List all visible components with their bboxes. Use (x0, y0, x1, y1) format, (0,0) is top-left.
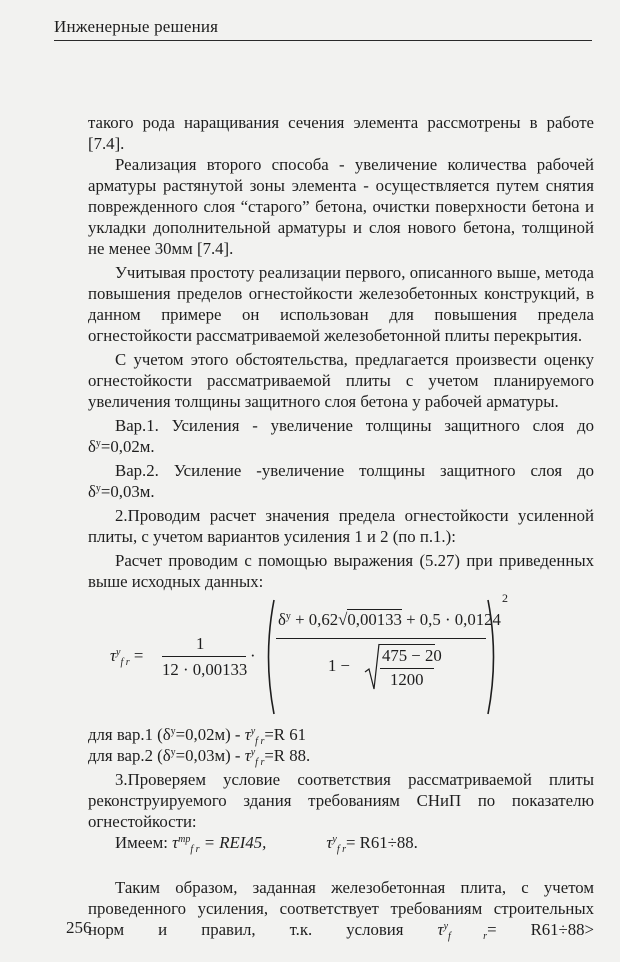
formula-5-27 (88, 591, 594, 718)
paragraph-3: Учитывая простоту реализации первого, описанного выше, метода повышения пределов огнестойкости железобетонных конструкций, в данном примере он использован для повышения предела огнестойкости рассматриваемой железобетонной плиты перекрытия. (88, 263, 594, 345)
result-variant-1: для вар.1 $(\delta^y=0,02м) - \tau^y_{f r}=R$ 61 (88, 725, 306, 747)
running-header: Инженерные решения (54, 17, 219, 36)
variant-1-text: Вар.1. Усиления - увеличение толщины защитного слоя до (115, 416, 594, 435)
paragraph-8: Таким образом, заданная железобетонная плита, с учетом проведенного усиления, соответствует требованиям строительных норм и правил, т.к. условия $\tau^y_{f r}= R61\div 88>$ (88, 878, 595, 942)
paragraph-6: Расчет проводим с помощью выражения (5.27) при приведенных выше исходных данных: (88, 551, 594, 591)
have-line: Имеем: $\tau^{mp}_{f r} = REI45$, $\tau^y_{f r}= R61\div 88$. (115, 833, 418, 855)
left-paren (262, 598, 276, 716)
variant-1 (88, 415, 594, 457)
power-two: 2 (502, 591, 508, 605)
page-number: 256 (66, 918, 92, 937)
fraction-1-numerator: 1 (196, 634, 205, 653)
variant-2-text: Вар.2. Усиление -увеличение толщины защитного слоя до (115, 461, 594, 480)
delta-superscript: y (95, 483, 101, 494)
multiply-dot: · (250, 646, 256, 665)
delta-symbol: δ (88, 482, 96, 501)
variant-2-value: =0,03м. (100, 482, 155, 501)
fraction-2-denominator-prefix: 1 − (328, 656, 351, 675)
sqrt-numerator: 475 − 20 (382, 646, 442, 665)
variant-1-value: =0,02м. (100, 437, 155, 456)
sqrt-overline (379, 644, 435, 645)
sqrt-fraction-bar (380, 668, 434, 669)
result-variant-2: для вар.2 $(\delta^y=0,03м) - \tau^y_{f r}=R$ 88. (88, 746, 311, 768)
header-rule (54, 40, 592, 41)
fraction-1-denominator: 12 · 0,00133 (162, 660, 248, 679)
fraction-2-numerator: $\delta^y + 0,62√0,00133 + 0,5 \cdot 0,0124$ (278, 610, 501, 629)
paragraph-7: 3.Проверяем условие соответствия рассматриваемой плиты реконструируемого здания требованиям СНиП по показателю огнестойкости: (88, 770, 594, 831)
fraction-1-bar (162, 656, 246, 657)
delta-superscript: y (95, 438, 101, 449)
formula-lhs: $\tau^y_{f r}$ = (110, 646, 144, 668)
sqrt-symbol: √ (338, 610, 348, 629)
paragraph-5: 2.Проводим расчет значения предела огнестойкости усиленной плиты, с учетом вариантов усиления 1 и 2 (по п.1.): (88, 506, 594, 546)
sqrt-symbol-large (364, 642, 380, 692)
sqrt-denominator: 1200 (390, 670, 424, 689)
paragraph-1: такого рода наращивания сечения элемента рассмотрены в работе [7.4]. (88, 113, 594, 153)
delta-symbol: δ (88, 437, 96, 456)
fraction-2-bar (276, 638, 486, 639)
variant-2 (88, 460, 594, 502)
paragraph-4: С учетом этого обстоятельства, предлагается произвести оценку огнестойкости рассматриваемой плиты с учетом планируемого увеличения толщины защитного слоя бетона у рабочей арматуры. (88, 350, 594, 411)
page-body (88, 112, 594, 940)
paragraph-2: Реализация второго способа - увеличение количества рабочей арматуры растянутой зоны элемента - осуществляется путем снятия поврежденного слоя “старого” бетона, очистки поверхности бетона и укладки дополнительной арматуры и слоя нового бетона, толщиной не менее 30мм [7.4]. (88, 155, 594, 258)
